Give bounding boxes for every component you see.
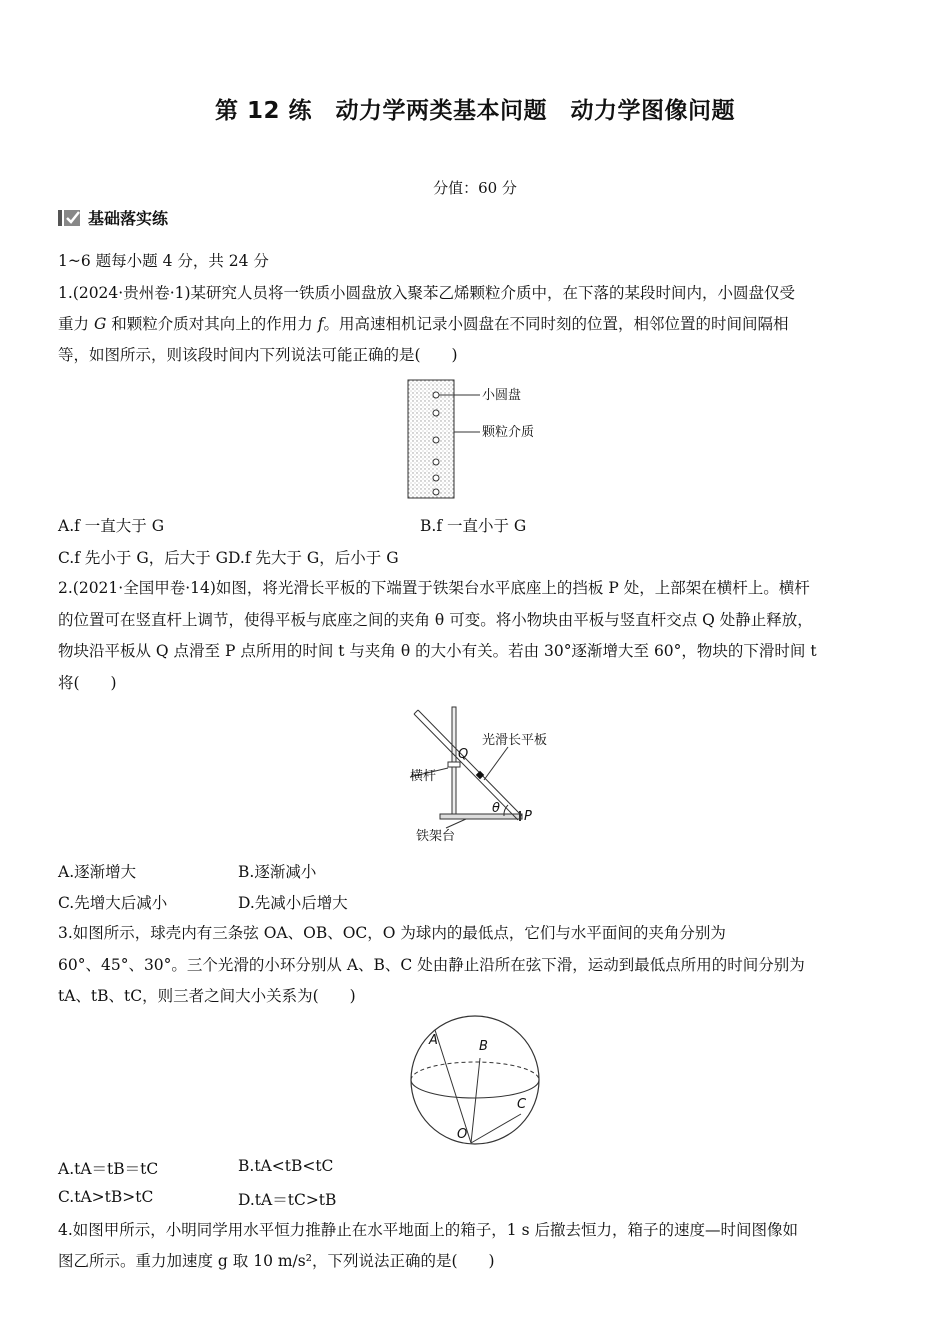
medium-box (408, 380, 454, 498)
q3-option-c[interactable]: C.tA>tB>tC (58, 1188, 154, 1206)
label-board: 光滑长平板 (482, 733, 548, 748)
q2-line-2: 的位置可在竖直杆上调节，使得平板与底座之间的夹角 θ 可变。将小物块由平板与竖直杆交点 Q 处静止释放， (58, 611, 813, 629)
q3-line-1: 3.如图所示，球壳内有三条弦 OA、OB、OC，O 为球内的最低点，它们与水平面间的夹角分别为 (58, 924, 726, 942)
leader-line (446, 819, 466, 828)
label-P: P (524, 809, 532, 824)
section-header (58, 206, 168, 229)
disk-position (433, 459, 439, 465)
chord-OB (471, 1058, 480, 1143)
q3-line-3: tA、tB、tC，则三者之间大小关系为( ) (58, 987, 356, 1005)
q1-line-3: 等，如图所示，则该段时间内下列说法可能正确的是( ) (58, 346, 458, 364)
disk-position (433, 489, 439, 495)
q3-figure (405, 1010, 545, 1150)
score-info: 分值：60 分 (433, 179, 517, 197)
q2-figure (400, 700, 560, 850)
stand-base (440, 814, 522, 819)
q1-text: 重力 (58, 315, 94, 333)
q4-line-1: 4.如图甲所示，小明同学用水平恒力推静止在水平地面上的箱子，1 s 后撤去恒力，箱子的速度—时间图像如 (58, 1221, 798, 1239)
q1-text: 。用高速相机记录小圆盘在不同时刻的位置，相邻位置的时间间隔相 (323, 315, 789, 333)
q2-option-d[interactable]: D.先减小后增大 (238, 894, 348, 912)
q1-text: 和颗粒介质对其向上的作用力 (106, 315, 318, 333)
label-theta: θ (492, 801, 500, 816)
label-C: C (517, 1097, 527, 1112)
q1-line-2 (58, 314, 894, 334)
section-title: 基础落实练 (88, 209, 169, 228)
q1-figure (400, 376, 560, 502)
board-edge (414, 714, 518, 820)
label-Q: Q (458, 747, 469, 762)
equator-back (411, 1062, 539, 1080)
q3-option-b[interactable]: B.tA<tB<tC (238, 1157, 334, 1175)
q1-line-1: 1.(2024·贵州卷·1)某研究人员将一铁质小圆盘放入聚苯乙烯颗粒介质中，在下落的某段时间内，小圆盘仅受 (58, 284, 796, 302)
board-edge (418, 710, 522, 816)
label-stand: 铁架台 (416, 829, 456, 844)
q2-option-c[interactable]: C.先增大后减小 (58, 894, 168, 912)
q2-line-1: 2.(2021·全国甲卷·14)如图，将光滑长平板的下端置于铁架台水平底座上的挡板 P 处，上部架在横杆上。横杆 (58, 579, 810, 597)
q3-line-2: 60°、45°、30°。三个光滑的小环分别从 A、B、C 处由静止沿所在弦下滑，运动到最低点所用的时间分别为 (58, 956, 805, 974)
label-bar: 横杆 (410, 769, 437, 784)
q1-var-G: G (93, 315, 107, 333)
q1-var-f: f (317, 315, 324, 333)
q3-option-d[interactable]: D.tA＝tC>tB (238, 1191, 337, 1209)
chord-OC (471, 1114, 521, 1143)
clamp (448, 762, 460, 767)
vertical-rod (452, 707, 456, 814)
disk-position (433, 410, 439, 416)
board-edge (414, 710, 418, 714)
q4-line-2: 图乙所示。重力加速度 g 取 10 m/s²，下列说法正确的是( ) (58, 1252, 495, 1270)
q2-option-a[interactable]: A.逐渐增大 (58, 863, 137, 881)
q1-option-cd[interactable]: C.f 先小于 G，后大于 GD.f 先大于 G，后小于 G (58, 549, 399, 567)
label-disk: 小圆盘 (482, 388, 522, 403)
q2-line-3: 物块沿平板从 Q 点滑至 P 点所用的时间 t 与夹角 θ 的大小有关。若由 30°逐渐增大至 60°，物块的下滑时间 t (58, 642, 817, 660)
disk-position (433, 392, 439, 398)
q2-option-b[interactable]: B.逐渐减小 (238, 863, 317, 881)
leader-line (484, 747, 508, 780)
label-A: A (429, 1033, 438, 1048)
page-title: 第 12 练 动力学两类基本问题 动力学图像问题 (214, 98, 736, 124)
label-B: B (479, 1039, 488, 1054)
checklist-icon (58, 209, 82, 227)
q2-line-4: 将( ) (58, 674, 117, 692)
disk-position (433, 475, 439, 481)
equator-front (411, 1080, 539, 1098)
q1-option-a[interactable]: A.f 一直大于 G (58, 517, 165, 535)
q3-option-a[interactable]: A.tA＝tB＝tC (58, 1160, 159, 1178)
q1-option-b[interactable]: B.f 一直小于 G (420, 517, 527, 535)
instructions: 1~6 题每小题 4 分，共 24 分 (58, 252, 269, 270)
label-O: O (457, 1127, 468, 1142)
label-medium: 颗粒介质 (482, 425, 535, 440)
disk-position (433, 437, 439, 443)
